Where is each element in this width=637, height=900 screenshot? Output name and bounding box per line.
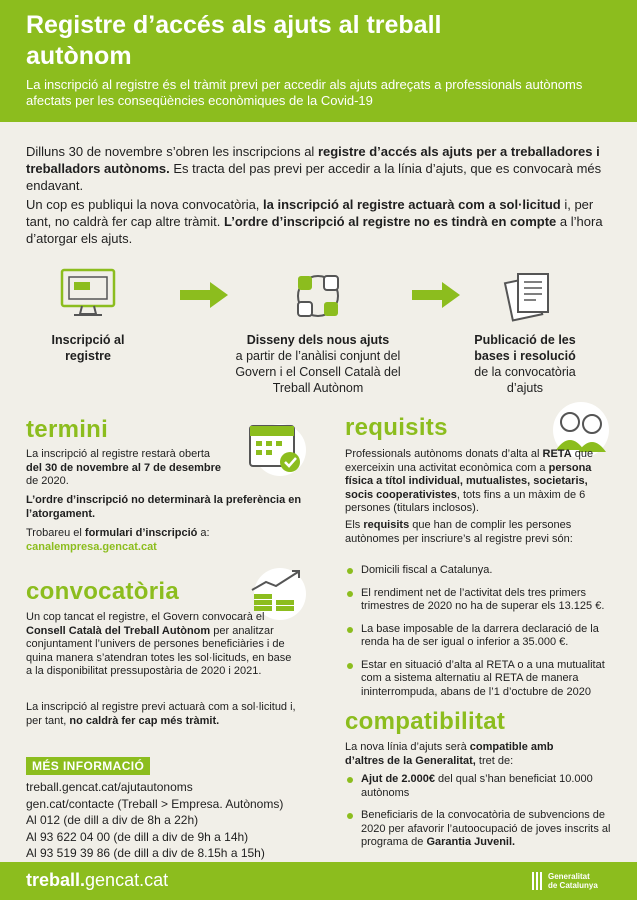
list-item: El rendiment net de l’activitat dels tres primers trimestres de 2020 no ha de superar els 13.125 €. — [345, 587, 615, 614]
requisits-heading: requisits — [345, 414, 448, 441]
arrow-right-icon — [412, 280, 460, 310]
footer-url[interactable]: treball.gencat.cat — [26, 870, 169, 890]
convocatoria-paragraph-1: Un cop tancat el registre, el Govern convocarà el Consell Català del Treball Autònom per analitzar conjuntament l’univers de persones beneficiàries i de quina manera s’atendran totes les sol·licituds, en base a la disponibilitat pressupostària de 2020 i 2021. — [26, 611, 292, 677]
calendar-icon — [244, 418, 308, 478]
more-info-list — [26, 779, 283, 862]
requisits-list — [345, 564, 615, 708]
termini-heading: termini — [26, 416, 109, 443]
step-2: Disseny dels nous ajuts a partir de l’anàlisi conjunt del Govern i el Consell Català del Treball Autònom — [235, 333, 401, 395]
compatibilitat-list — [345, 773, 615, 859]
intro-paragraph-1: Dilluns 30 de novembre s’obren les inscripcions al registre d’accés als ajuts per a treballadores i treballadors autònoms. Es tracta del pas previ per accedir a la línia d’ajuts, que es convocarà més endavant. — [26, 144, 602, 193]
convocatoria-paragraph-2: La inscripció al registre previ actuarà com a sol·licitud i, per tant, no caldrà fer cap més tràmit. — [26, 701, 296, 727]
list-item: Ajut de 2.000€ del qual s’han beneficiat 10.000 autònoms — [345, 773, 615, 800]
documents-icon — [502, 266, 556, 324]
termini-note: L’ordre d’inscripció no determinarà la preferència en l’atorgament. — [26, 494, 302, 520]
intro-paragraph-2: Un cop es publiqui la nova convocatòria, la inscripció al registre actuarà com a sol·licitud i, per tant, no caldrà fer cap altre tràmit. L’ordre d’inscripció al registre no es tindrà en compte a l’hora d’atorgar els ajuts. — [26, 197, 603, 246]
phone-line: Al 93 519 39 86 (de dill a div de 8.15h a 15h) — [26, 846, 265, 860]
convocatoria-heading: convocatòria — [26, 578, 179, 605]
step-3: Publicació de les bases i resolució de la convocatòria d’ajuts — [474, 333, 576, 395]
more-info-link[interactable]: treball.gencat.cat/ajutautonoms — [26, 780, 193, 794]
computer-icon — [60, 268, 116, 318]
compatibilitat-paragraph: La nova línia d’ajuts serà compatible amb d’altres de la Generalitat, tret de: — [345, 741, 554, 767]
puzzle-icon — [290, 268, 346, 324]
list-item: Estar en situació d’alta al RETA o a una mutualitat com a sistema alternatiu al RETA de manera ininterrompuda, abans de l’1 d’octubre de 2020 — [345, 659, 615, 700]
canalempresa-link[interactable]: canalempresa.gencat.cat — [26, 541, 157, 553]
footer — [0, 862, 637, 900]
header-banner — [0, 0, 637, 122]
page-subtitle: La inscripció al registre és el tràmit previ per accedir als ajuts adreçats a professionals autònoms afectats per les conseqüències econòmiques de la Covid-19 — [26, 77, 583, 108]
termini-form: Trobareu el formulari d’inscripció a: — [26, 527, 210, 539]
more-info-link[interactable]: gen.cat/contacte (Treball > Empresa. Autònoms) — [26, 796, 284, 811]
step-1: Inscripció al registre — [51, 333, 125, 363]
termini-dates: La inscripció al registre restarà oberta del 30 de novembre al 7 de desembre de 2020. — [26, 448, 222, 487]
arrow-right-icon — [180, 280, 228, 310]
list-item: La base imposable de la darrera declaració de la renda ha de ser igual o inferior a 35.000 €. — [345, 623, 615, 650]
phone-line: Al 93 622 04 00 (de dill a div de 9h a 14h) — [26, 829, 249, 844]
list-item: Beneficiaris de la convocatòria de subvencions de 2020 per afavorir l’autoocupació de joves inscrits al programa de Garantia Juvenil. — [345, 809, 615, 850]
compatibilitat-heading: compatibilitat — [345, 708, 506, 735]
generalitat-name: Generalitat de Catalunya — [548, 872, 598, 890]
phone-line: Al 012 (de dill a div de 8h a 22h) — [26, 813, 199, 827]
requisits-paragraph-2: Els requisits que han de complir les persones autònomes per inscriure’s al registre previ són: — [345, 519, 573, 545]
page-title: Registre d’accés als ajuts al treball autònom — [26, 11, 442, 70]
more-info-tag: MÉS INFORMACIÓ — [26, 757, 150, 775]
requisits-paragraph-1: Professionals autònoms donats d’alta al RETA que exerceixin una activitat econòmica com a persona física a títol individual, mutualistes, societaris, socis cooperativistes, tots fins a un màxim de 6 persones (titulars inclosos). — [345, 448, 594, 514]
generalitat-logo-icon — [532, 872, 544, 890]
list-item: Domicili fiscal a Catalunya. — [345, 564, 615, 578]
